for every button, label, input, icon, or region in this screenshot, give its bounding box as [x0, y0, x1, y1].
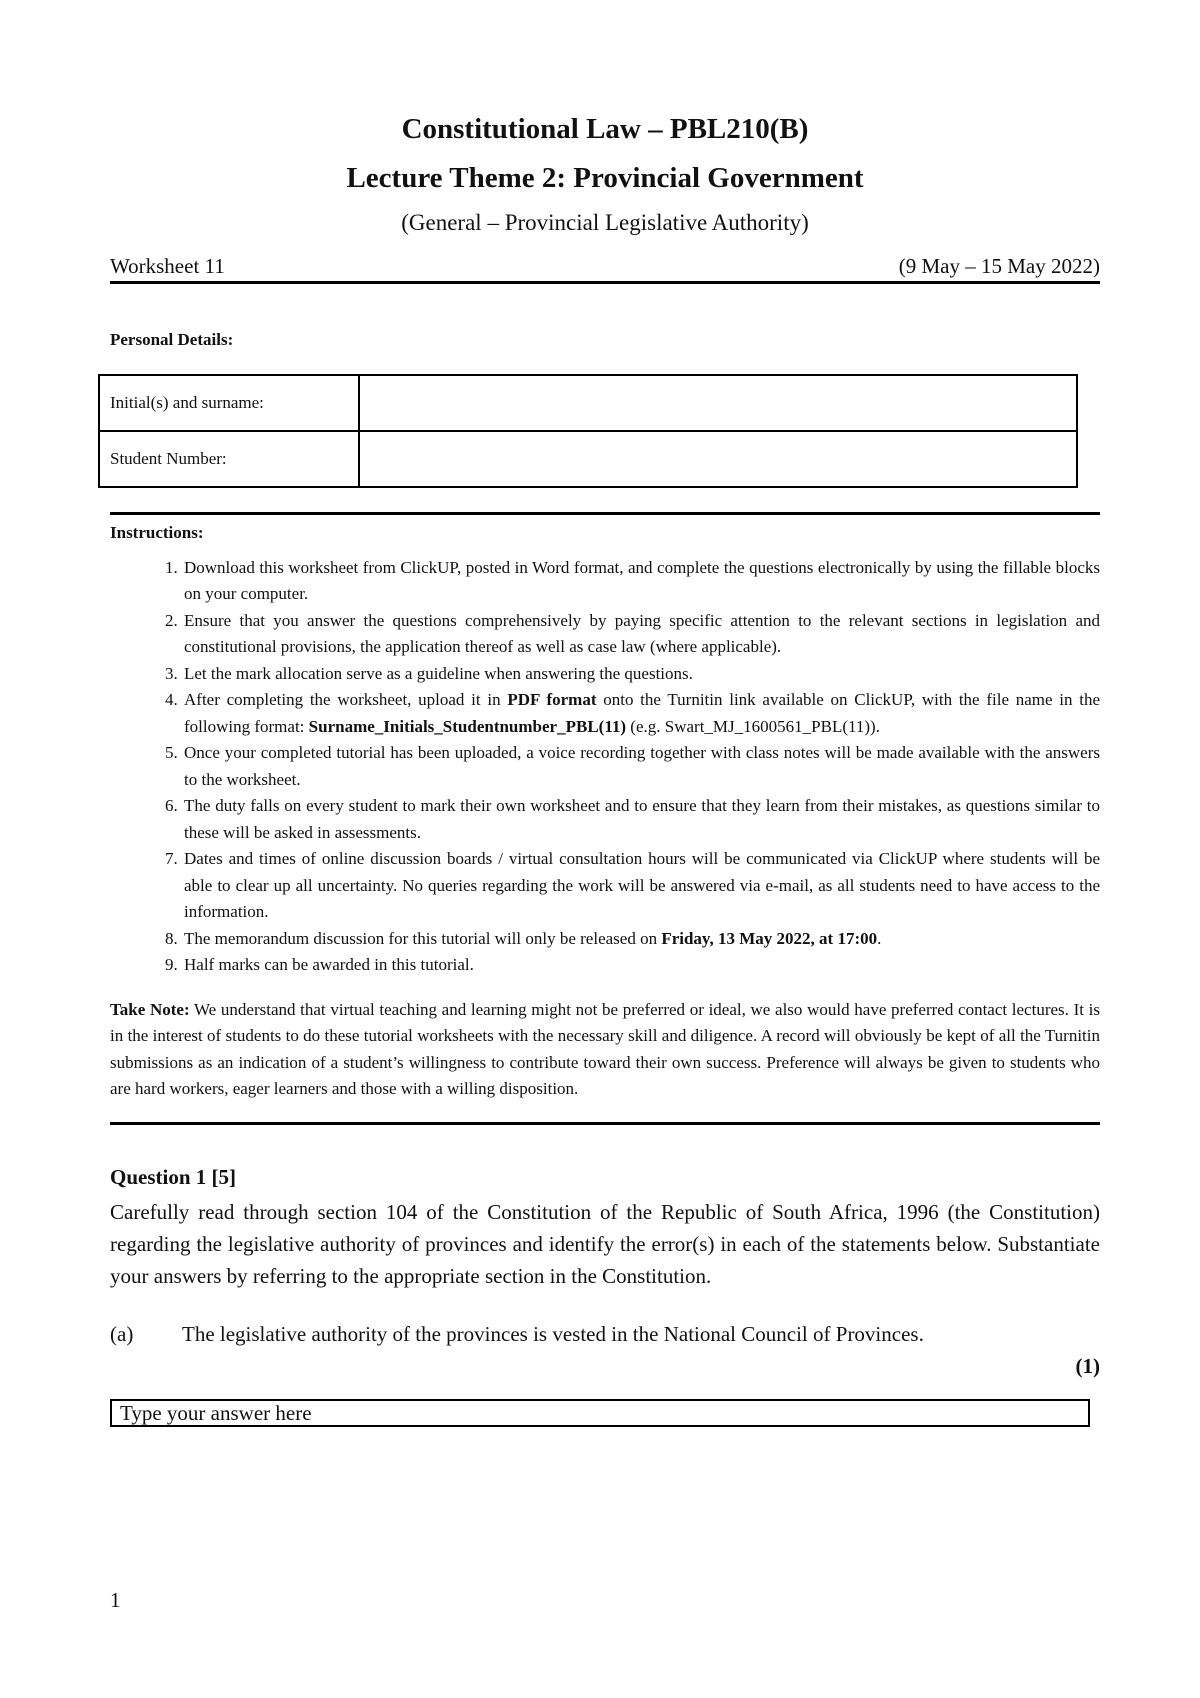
instructions-section: [110, 512, 1100, 1125]
list-item: 7. Dates and times of online discussion boards / virtual consultation hours will be communicated via ClickUP where students will be able to clear up all uncertainty. No queries regarding the work will be answered via e-mail, as all students need to have access to the information.: [182, 846, 1100, 926]
personal-details-heading: Personal Details:: [110, 329, 234, 349]
name-field[interactable]: [359, 375, 1077, 431]
sub-question-text: The legislative authority of the provinces is vested in the National Council of Provinces.: [182, 1321, 924, 1346]
instructions-heading: Instructions:: [110, 522, 204, 542]
page-content: [110, 112, 1100, 1427]
item-text: .: [877, 928, 882, 948]
list-item: 1. Download this worksheet from ClickUP, posted in Word format, and complete the questions electronically by using the fillable blocks on your computer.: [182, 555, 1100, 608]
table-row: [99, 375, 1077, 431]
student-number-field[interactable]: [359, 431, 1077, 487]
item-bold: PDF format: [507, 690, 597, 710]
question-1-text: Carefully read through section 104 of the Constitution of the Republic of South Africa, 1996 (the Constitution) regarding the legislative authority of provinces and identify the error(s) in each of the statements below. Substantiate your answers by referring to the appropriate section in the Constitution.: [110, 1199, 1100, 1288]
item-text: After completing the worksheet, upload it in: [184, 690, 508, 710]
worksheet-header-row: [110, 254, 1100, 284]
list-item: 2. Ensure that you answer the questions comprehensively by paying specific attention to the relevant sections in legislation and constitutional provisions, the application thereof as well as case law (where applicable).: [182, 608, 1100, 661]
item-bold: Friday, 13 May 2022, at 17:00: [661, 928, 878, 948]
theme-subtitle: (General – Provincial Legislative Authority): [401, 209, 809, 235]
page-number: 1: [110, 1588, 121, 1612]
list-item: 6. The duty falls on every student to mark their own worksheet and to ensure that they learn from their mistakes, as questions similar to these will be asked in assessments.: [182, 793, 1100, 846]
student-number-label: Student Number:: [99, 431, 359, 487]
course-title: Constitutional Law – PBL210(B): [401, 113, 809, 145]
item-bold: Surname_Initials_Studentnumber_PBL(11): [308, 716, 627, 736]
take-note-paragraph: [110, 997, 1100, 1103]
name-label: Initial(s) and surname:: [99, 375, 359, 431]
instructions-list: [110, 555, 1100, 979]
sub-question-a: [110, 1318, 1100, 1350]
list-item: [182, 687, 1100, 740]
item-text: onto the Turnitin link available on ClickUP, with the file name in the following format:: [184, 690, 1100, 736]
worksheet-dates: (9 May – 15 May 2022): [898, 253, 1100, 278]
take-note-label: Take Note:: [110, 999, 190, 1019]
theme-title: Lecture Theme 2: Provincial Government: [346, 161, 864, 194]
table-row: [99, 431, 1077, 487]
personal-details-table: [98, 374, 1078, 488]
list-item: 3. Let the mark allocation serve as a guideline when answering the questions.: [182, 661, 1100, 688]
list-item: 5. Once your completed tutorial has been uploaded, a voice recording together with class notes will be made available with the answers to the worksheet.: [182, 740, 1100, 793]
list-item: 9. Half marks can be awarded in this tutorial.: [182, 952, 1100, 979]
question-1-title: Question 1 [5]: [110, 1164, 236, 1189]
item-text: (e.g. Swart_MJ_1600561_PBL(11)).: [626, 716, 880, 736]
list-item: [182, 926, 1100, 953]
answer-field[interactable]: Type your answer here: [110, 1399, 1090, 1427]
mark-allocation: (1): [1075, 1353, 1100, 1378]
sub-question-letter: (a): [110, 1321, 134, 1346]
item-text: The memorandum discussion for this tutorial will only be released on: [184, 928, 662, 948]
take-note-text: We understand that virtual teaching and learning might not be preferred or ideal, we also would have preferred contact lectures. It is in the interest of students to do these tutorial worksheets with the necessary skill and diligence. A record will obviously be kept of all the Turnitin submissions as an indication of a student’s willingness to contribute toward their own success. Preference will always be given to students who are hard workers, eager learners and those with a willing disposition.: [110, 999, 1100, 1099]
worksheet-label: Worksheet 11: [110, 253, 225, 278]
